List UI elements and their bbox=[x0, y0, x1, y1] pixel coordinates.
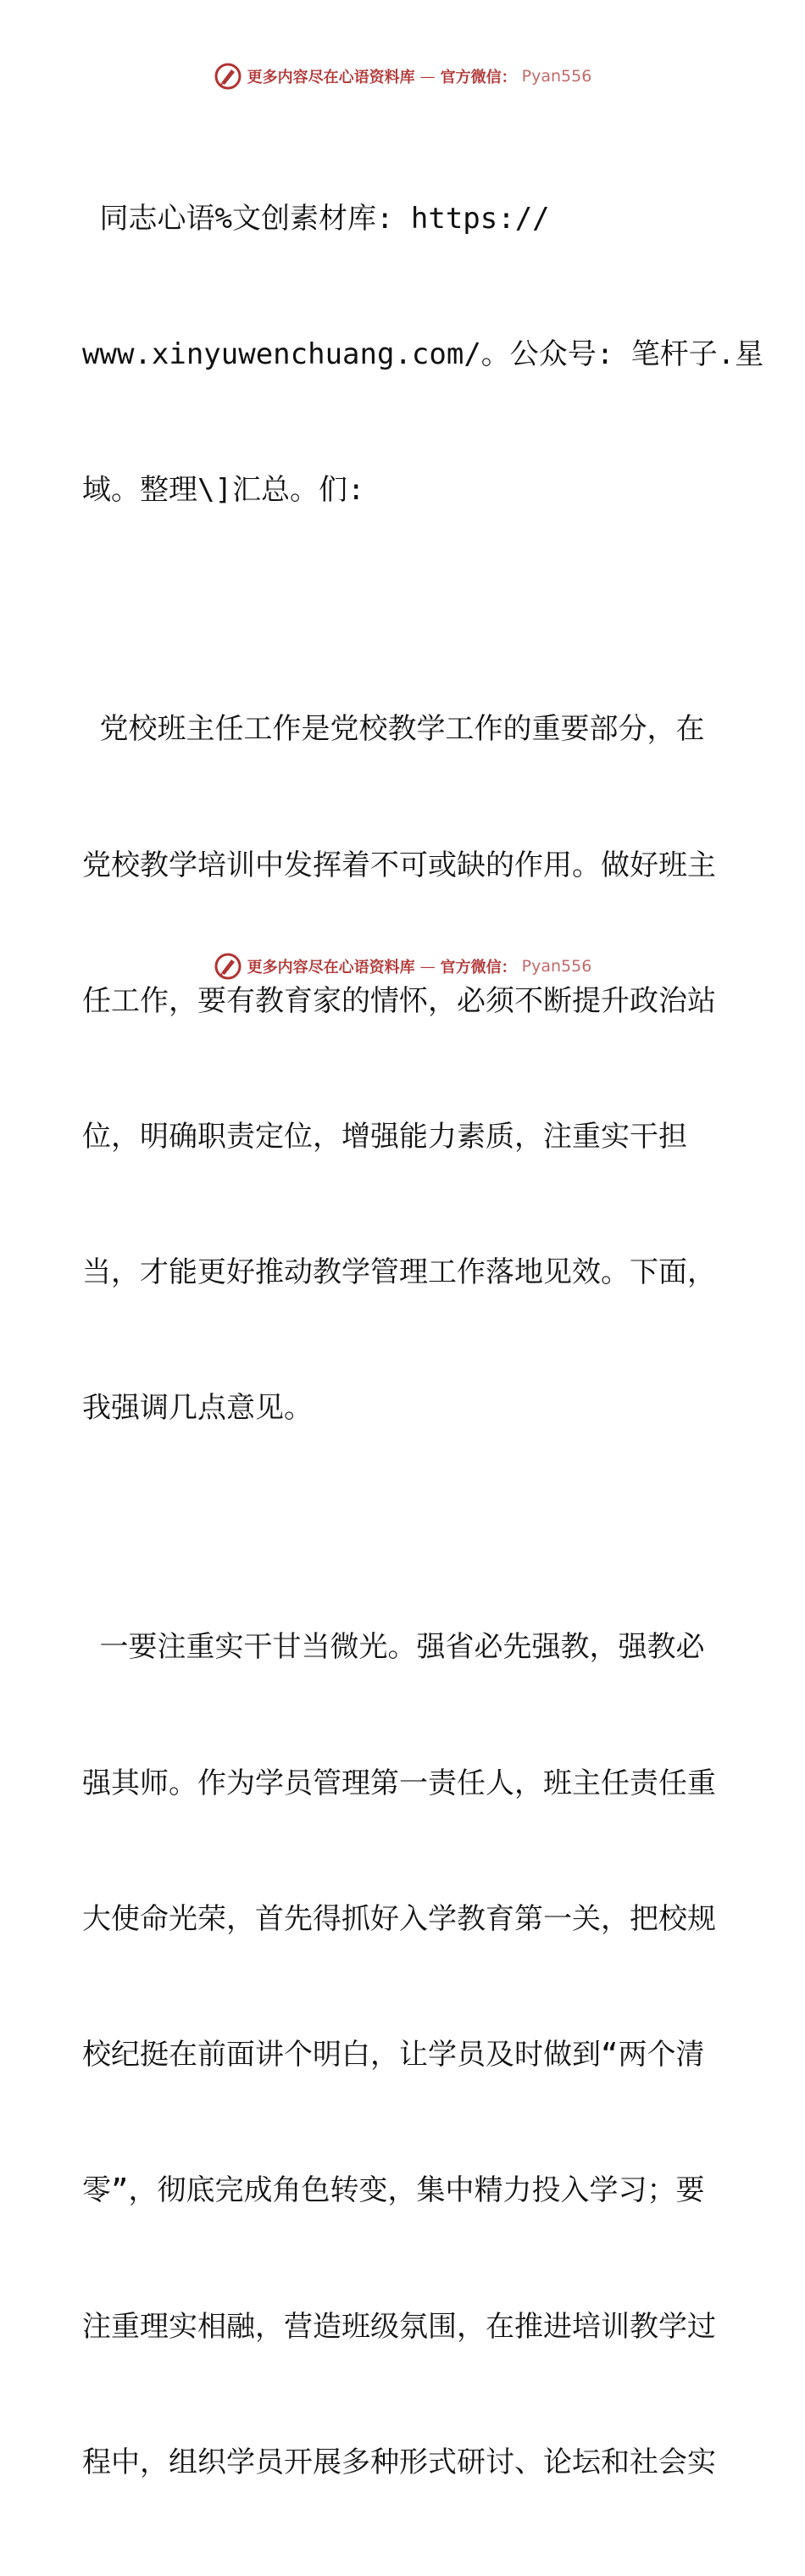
banner-title: 更多内容尽在心语资料库 bbox=[247, 959, 415, 976]
text-line: 程中，组织学员开展多种形式研讨、论坛和社会实 bbox=[82, 2445, 716, 2479]
text-line: 域。整理\]汇总。们: bbox=[82, 473, 365, 508]
text-line: 零”，彻底完成角色转变，集中精力投入学习；要 bbox=[82, 2173, 705, 2208]
banner-separator: — bbox=[419, 957, 436, 976]
header-watermark-banner bbox=[0, 59, 805, 93]
text-line: 一要注重实干甘当微光。强省必先强教，强教必 bbox=[82, 1630, 705, 1665]
text-line: 注重理实相融，营造班级氛围，在推进培训教学过 bbox=[82, 2309, 716, 2344]
banner-separator: — bbox=[419, 67, 436, 86]
banner-wechat-label: 官方微信： bbox=[440, 69, 517, 86]
text-line: 强其师。作为学员管理第一责任人，班主任责任重 bbox=[82, 1766, 716, 1800]
text-line: www.xinyuwenchuang.com/。公众号: 笔杆子.星 bbox=[82, 337, 764, 372]
text-line: 党校教学培训中发挥着不可或缺的作用。做好班主 bbox=[82, 848, 716, 882]
paragraph-point-one bbox=[82, 1535, 726, 2576]
text-line: 同志心语%文创素材库: https:// bbox=[82, 201, 550, 236]
banner-wechat-handle: Pyan556 bbox=[521, 67, 592, 86]
text-line: 党校班主任工作是党校教学工作的重要部分，在 bbox=[82, 712, 705, 747]
text-line: 任工作，要有教育家的情怀，必须不断提升政治站 bbox=[82, 983, 716, 1018]
pen-logo-icon bbox=[214, 62, 242, 91]
banner-wechat-label: 官方微信： bbox=[440, 959, 517, 976]
text-line: 我强调几点意见。 bbox=[82, 1391, 313, 1426]
paragraph-intro bbox=[82, 106, 764, 604]
paragraph-opening bbox=[82, 616, 726, 1522]
text-line: 当，才能更好推动教学管理工作落地见效。下面， bbox=[82, 1255, 716, 1290]
pen-logo-icon bbox=[214, 952, 242, 981]
text-line: 大使命光荣，首先得抓好入学教育第一关，把校规 bbox=[82, 1901, 716, 1936]
footer-watermark-banner bbox=[0, 949, 805, 983]
document-body bbox=[82, 106, 764, 2576]
text-line: 校纪挺在前面讲个明白，让学员及时做到“两个清 bbox=[82, 2038, 705, 2072]
banner-title: 更多内容尽在心语资料库 bbox=[247, 69, 415, 86]
text-line: 位，明确职责定位，增强能力素质，注重实干担 bbox=[82, 1119, 687, 1154]
banner-wechat-handle: Pyan556 bbox=[521, 957, 592, 976]
